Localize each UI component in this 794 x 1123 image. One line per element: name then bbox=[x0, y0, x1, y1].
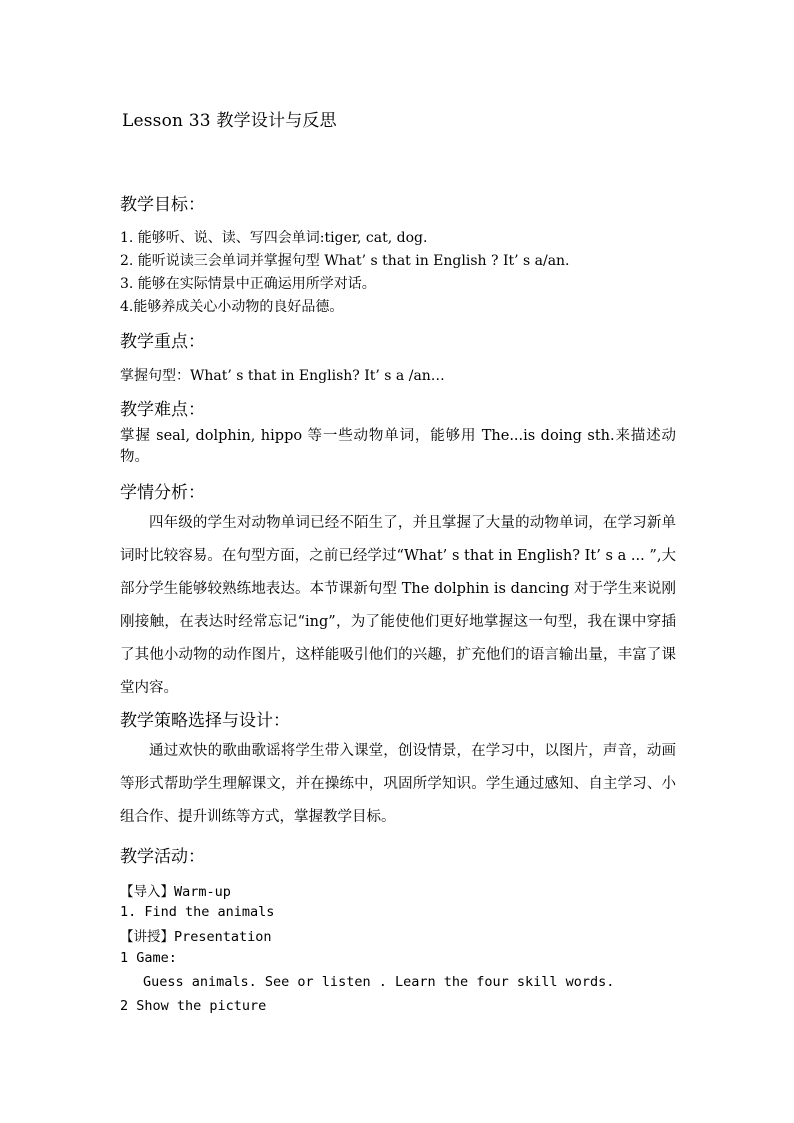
activities-heading: 教学活动： bbox=[120, 847, 205, 867]
strategy-text: 通过欢快的歌曲歌谣将学生带入课堂，创设情景，在学习中，以图片，声音，动画等形式帮助学生理解课文，并在操练中，巩固所学知识。学生通过感知、自主学习、小组合作、提升训练等方式，掌握教学目标。 bbox=[120, 743, 676, 825]
objective-item-4: 4.能够养成关心小动物的良好品德。 bbox=[120, 299, 344, 315]
document-title: Lesson 33 教学设计与反思 bbox=[122, 111, 337, 131]
objective-item-3: 3. 能够在实际情景中正确运用所学对话。 bbox=[120, 276, 376, 292]
activity-line-guess-animals: Guess animals. See or listen . Learn the four skill words. bbox=[143, 974, 615, 990]
activity-line-find-animals: 1. Find the animals bbox=[120, 904, 275, 920]
activity-line-presentation: 【讲授】Presentation bbox=[120, 929, 272, 945]
activity-line-show-picture: 2 Show the picture bbox=[120, 998, 267, 1014]
activity-line-warmup: 【导入】Warm-up bbox=[120, 884, 231, 900]
key-points-text: 掌握句型：What’ s that in English? It’ s a /an… bbox=[120, 368, 445, 384]
strategy-heading: 教学策略选择与设计： bbox=[120, 711, 290, 731]
difficulties-heading: 教学难点： bbox=[120, 400, 205, 420]
objectives-heading: 教学目标： bbox=[120, 195, 205, 215]
analysis-text: 四年级的学生对动物单词已经不陌生了，并且掌握了大量的动物单词，在学习新单词时比较容易。在句型方面，之前已经学过“What’ s that in English? It’ s a ... ”,大部分学生能够较熟练地表达。本节课新句型 The dolphin is dancing 对于学生来说刚刚接触，在表达时经常忘记“ing”，为了能使他们更好地掌握这一句型，我在课中穿插了其他小动物的动作图片，这样能吸引他们的兴趣，扩充他们的语言输出量，丰富了课堂内容。 bbox=[120, 515, 676, 696]
difficulties-text: 掌握 seal, dolphin, hippo 等一些动物单词，能够用 The...is doing sth.来描述动物。 bbox=[120, 428, 676, 465]
key-points-heading: 教学重点： bbox=[120, 332, 205, 352]
objective-item-1: 1. 能够听、说、读、写四会单词:tiger, cat, dog. bbox=[120, 230, 428, 246]
activity-line-game: 1 Game: bbox=[120, 950, 177, 966]
objective-item-2: 2. 能听说读三会单词并掌握句型 What’ s that in English ? It’ s a/an. bbox=[120, 253, 570, 269]
analysis-heading: 学情分析： bbox=[120, 483, 205, 503]
